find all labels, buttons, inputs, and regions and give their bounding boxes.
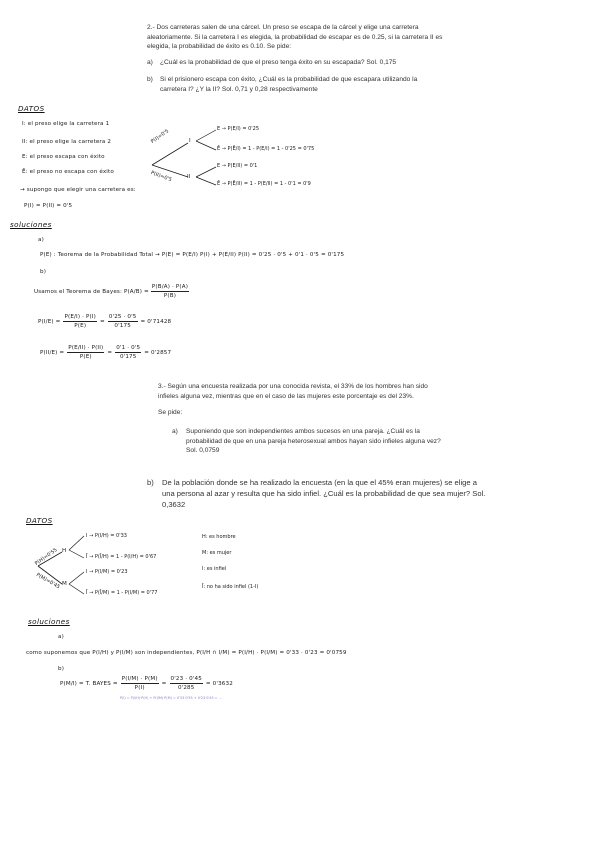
tree-leaf: Ē → P(Ē/II) = 1 - P(E/II) = 1 - 0'1 = 0'9 <box>217 181 311 187</box>
problem2-statement: 2.- Dos carreteras salen de una cárcel. Un preso se escapa de la cárcel y elige una carretera aleatoriamente. Si la carretera I es elegida, la probabilidad de escapar es de 0.25, si la carretera II es elegida, la probabilidad de éxito es 0.10. Se pide: <box>147 24 443 51</box>
bayes-formula <box>34 283 189 300</box>
eq-equals: = <box>161 680 167 687</box>
soluciones-heading: soluciones <box>28 617 70 626</box>
eq-denominator: 0'175 <box>119 354 137 360</box>
solution-label: b) <box>40 269 47 275</box>
tree-leaf: I → P(I/M) = 0'23 <box>86 569 128 575</box>
eq-fraction <box>108 313 138 330</box>
tree-leaf: E → P(E/II) = 0'1 <box>217 163 258 169</box>
eq-numerator: P(I/M) · P(M) <box>121 676 158 682</box>
problem3-sepide: Se pide: <box>158 409 183 416</box>
eq-numerator: P(E/I) · P(I) <box>64 314 96 320</box>
eq-equals: = <box>107 349 113 356</box>
eq-result: = 0'2857 <box>144 349 172 356</box>
tree-node: II <box>187 174 191 180</box>
eq-fraction <box>115 344 141 361</box>
tree-node: M <box>62 581 67 587</box>
eq-denominator: P(E) <box>79 354 92 360</box>
problem3-qb: De la población donde se ha realizado la encuesta (en la que el 45% eran mujeres) se elige a una persona al azar y resulta que ha sido infiel. ¿Cuál es la probabilidad de que sea mujer? Sol. 0,3632 <box>162 478 486 509</box>
legend-item: Ī: no ha sido infiel (1-I) <box>202 584 259 590</box>
solution-label: b) <box>58 666 65 672</box>
tree-leaf: Ē → P(Ē/I) = 1 - P(E/I) = 1 - 0'25 = 0'75 <box>217 146 315 152</box>
dato-line: Ē: el preso no escapa con éxito <box>22 169 114 175</box>
problem3-statement: 3.- Según una encuesta realizada por una conocida revista, el 33% de los hombres han sido infieles alguna vez, mientras que en el caso de las mujeres este porcentaje es del 23%. <box>158 383 428 400</box>
soluciones-heading: soluciones <box>10 220 52 229</box>
eq-numerator: 0'25 · 0'5 <box>108 314 137 320</box>
datos-heading: DATOS <box>26 516 53 525</box>
eq-denominator: 0'285 <box>177 685 195 691</box>
tree-leaf: E → P(E/I) = 0'25 <box>217 126 260 132</box>
dato-line: II: el preso elige la carretera 2 <box>22 139 112 145</box>
side-note: P(I) = P(I/H)·P(H) + P(I/M)·P(M) = 0'33·0'55 + 0'23·0'45 = ... <box>120 696 222 700</box>
bayes-numerator: P(B/A) · P(A) <box>151 284 189 290</box>
eq-fraction <box>63 313 96 330</box>
bayes-intro: Usamos el Teorema de Bayes: P(A/B) = <box>34 288 149 295</box>
tree-edge-label: P(M)=0'45 <box>35 572 61 591</box>
solution-a-text: como suponemos que P(I/H) y P(I/M) son independientes, P(I/H ∩ I/M) = P(I/H) · P(I/M) = 0'33 · 0'23 = 0'0759 <box>26 650 347 656</box>
eq-equals: = <box>99 318 105 325</box>
tree-edge-label: P(H)=0'55 <box>34 547 59 567</box>
eq-denominator: 0'175 <box>114 323 131 329</box>
eq-result: = 0'3632 <box>205 680 233 687</box>
problem2-qa: ¿Cuál es la probabilidad de que el preso tenga éxito en su escapada? Sol. 0,175 <box>160 59 397 66</box>
dato-line: → supongo que elegir una carretera es: <box>20 187 136 193</box>
equation-2 <box>40 344 171 361</box>
tree-leaf: I → P(I/H) = 0'33 <box>86 533 127 539</box>
eq-fraction <box>67 344 104 361</box>
solution-label: a) <box>38 237 44 243</box>
eq-numerator: 0'23 · 0'45 <box>170 676 202 682</box>
problem2-qb: Si el prisionero escapa con éxito, ¿Cuál es la probabilidad de que escapara utilizando la carretera I? ¿Y la II? Sol. 0,71 y 0,28 respectivamente <box>160 76 418 93</box>
tree-node: I <box>189 138 191 144</box>
eq-result: = 0'71428 <box>140 318 172 325</box>
dato-line: P(I) = P(II) = 0'5 <box>24 203 73 209</box>
eq-fraction <box>121 675 159 692</box>
equation-1 <box>38 313 171 330</box>
problem2-qb-label: b) <box>147 76 153 83</box>
dato-line: E: el preso escapa con éxito <box>22 154 105 160</box>
solution-a-text: P(E) : Teorema de la Probabilidad Total → P(E) = P(E/I) P(I) + P(E/II) P(II) = 0'25 · 0'5 + 0'1 · 0'5 = 0'175 <box>40 252 345 258</box>
legend-item: H: es hombre <box>202 534 236 540</box>
eq-denominator: P(I) <box>134 685 145 691</box>
tree-leaf: Ī → P(Ī/M) = 1 - P(I/M) = 0'77 <box>86 590 158 596</box>
tree-edge-label: P(II)=0'5 <box>149 170 173 184</box>
tree-edge-label: P(I)=0'5 <box>150 128 171 145</box>
eq-lhs: P(I/E) = <box>38 318 61 325</box>
legend-item: M: es mujer <box>202 550 232 556</box>
problem3-qa-label: a) <box>172 428 178 435</box>
problem3-qa: Suponiendo que son independientes ambos sucesos en una pareja. ¿Cuál es la probabilidad de que en una pareja heterosexual ambos hayan sido infieles alguna vez? Sol. 0,0759 <box>186 428 441 455</box>
tree-leaf: Ī → P(Ī/H) = 1 - P(I/H) = 0'67 <box>86 554 157 560</box>
eq-numerator: 0'1 · 0'5 <box>116 345 141 351</box>
legend-item: I: es infiel <box>202 566 227 572</box>
bayes-denominator: P(B) <box>163 293 177 299</box>
problem3-qb-label: b) <box>147 478 154 487</box>
datos-heading: DATOS <box>18 104 45 113</box>
bayes-solution <box>60 675 233 692</box>
dato-line: I: el preso elige la carretera 1 <box>22 121 110 127</box>
eq-fraction <box>170 675 203 692</box>
tree-node: H <box>62 548 67 554</box>
eq-denominator: P(E) <box>74 323 87 329</box>
bayes-fraction <box>151 283 189 300</box>
eq-numerator: P(E/II) · P(II) <box>68 345 104 351</box>
problem2-qa-label: a) <box>147 59 153 66</box>
eq-lhs: P(M/I) = T. BAYES = <box>60 680 118 687</box>
eq-lhs: P(II/E) = <box>40 349 65 356</box>
solution-label: a) <box>58 634 64 640</box>
